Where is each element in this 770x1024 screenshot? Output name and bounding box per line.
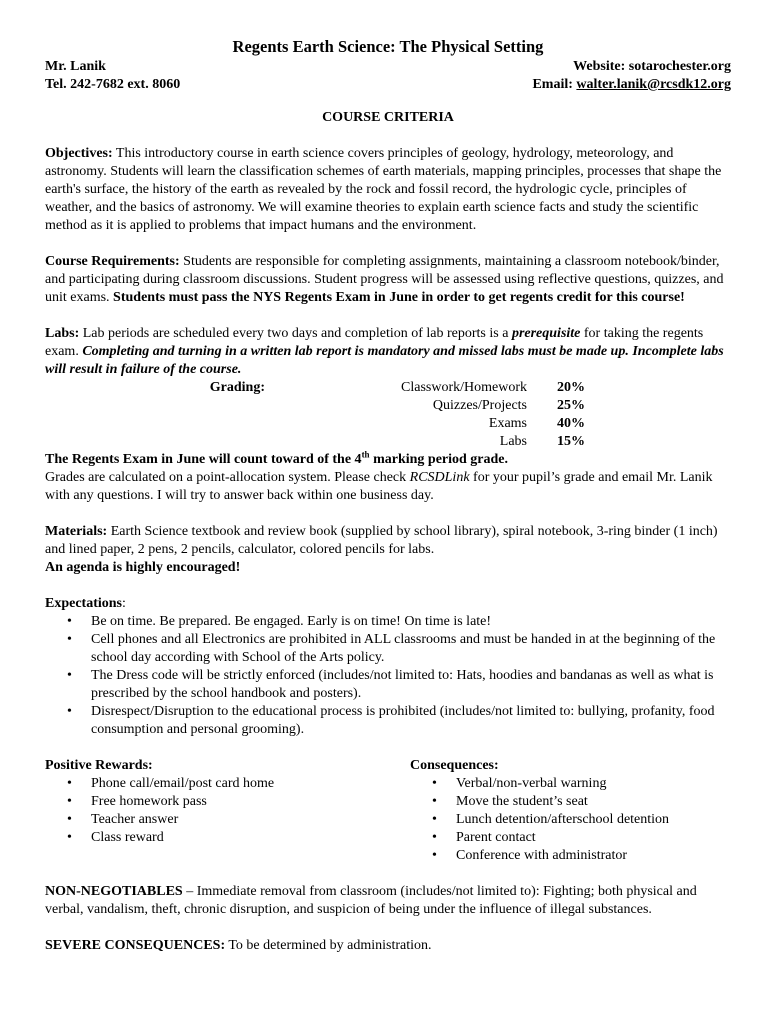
rewards-label: Positive Rewards: xyxy=(45,758,153,773)
materials-text: Earth Science textbook and review book (supplied by school library), spiral notebook, 3-ring binder (1 inch) and lined paper, 2 pens, 2 pencils, calculator, colored pencils for labs. xyxy=(45,524,718,557)
header-right xyxy=(532,58,731,94)
objectives-text: This introductory course in earth science covers principles of geology, hydrology, meteorology, and astronomy. Students will learn the classification schemes of earth materials, mapping principles, processes that shape the earth's surface, the history of the earth as revealed by the rock and fossil record, the hydrologic cycle, principles of weather, and the basics of astronomy. We will examine theories to explain earth science facts and study the scientific method as it is applied to problems that impact humans and the environment. xyxy=(45,146,722,233)
list-item: • Class reward xyxy=(45,829,410,847)
course-criteria-heading: COURSE CRITERIA xyxy=(322,110,454,125)
list-item: • Lunch detention/afterschool detention xyxy=(410,811,731,829)
grading-row xyxy=(45,379,731,397)
expectations-label: Expectations xyxy=(45,596,122,611)
consequences-label: Consequences: xyxy=(410,758,499,773)
teacher-name: Mr. Lanik xyxy=(45,59,106,74)
grading-percent: 15% xyxy=(557,434,585,449)
teacher-phone: Tel. 242-7682 ext. 8060 xyxy=(45,77,181,92)
points-text-2: for your pupil’s grade and email Mr. Lanik with any questions. I will try to answer back within one business day. xyxy=(45,470,713,503)
list-item: • Parent contact xyxy=(410,829,731,847)
materials-paragraph xyxy=(45,523,731,559)
objectives-label: Objectives: xyxy=(45,146,113,161)
email-line xyxy=(532,76,731,94)
expectations-heading xyxy=(45,595,731,613)
severe-label: SEVERE CONSEQUENCES: xyxy=(45,938,226,953)
grading-item: Labs xyxy=(499,434,527,449)
list-item: • Phone call/email/post card home xyxy=(45,775,410,793)
grading-item: Classwork/Homework xyxy=(401,380,527,395)
requirements-paragraph xyxy=(45,253,731,307)
regents-note-text: The Regents Exam in June will count toward of the 4 xyxy=(45,452,362,467)
list-item: • Verbal/non-verbal warning xyxy=(410,775,731,793)
consequences-column xyxy=(410,757,731,865)
list-item: • Disrespect/Disruption to the educational process is prohibited (includes/not limited to: bullying, profanity, food consumption and personal grooming). xyxy=(45,703,731,739)
list-item: • Free homework pass xyxy=(45,793,410,811)
document-page xyxy=(45,36,731,955)
list-item: • Move the student’s seat xyxy=(410,793,731,811)
header-contacts xyxy=(45,58,731,94)
email-link[interactable]: walter.lanik@rcsdk12.org xyxy=(576,77,731,92)
list-item: • Teacher answer xyxy=(45,811,410,829)
objectives-paragraph xyxy=(45,145,731,235)
severe-paragraph xyxy=(45,937,731,955)
labs-mandatory: Completing and turning in a written lab report is mandatory and missed labs must be made up. Incomplete labs will result in failure of the course. xyxy=(45,344,724,377)
labs-paragraph xyxy=(45,325,731,379)
requirements-text: Students are responsible for completing assignments, maintaining a classroom notebook/binder, and participating during classroom discussions. Student progress will be assessed using reflective questions, quizzes, and unit exams. xyxy=(45,254,724,305)
labs-prerequisite: prerequisite xyxy=(511,326,581,341)
grading-percent: 25% xyxy=(557,398,585,413)
list-item: • Conference with administrator xyxy=(410,847,731,865)
expectations-colon: : xyxy=(122,596,126,611)
grading-item: Quizzes/Projects xyxy=(432,398,527,413)
regents-note-end: marking period grade. xyxy=(369,452,509,467)
labs-text-2: for taking the regents exam. xyxy=(45,326,704,359)
regents-note-sup: th xyxy=(361,449,370,460)
list-item: • Be on time. Be prepared. Be engaged. Early is on time! On time is late! xyxy=(45,613,731,631)
requirements-label: Course Requirements: xyxy=(45,254,180,269)
list-item: • Cell phones and all Electronics are prohibited in ALL classrooms and must be handed in at the beginning of the school day according with School of the Arts policy. xyxy=(45,631,731,667)
materials-label: Materials: xyxy=(45,524,108,539)
labs-label: Labs: xyxy=(45,326,80,341)
grading-percent: 40% xyxy=(557,416,585,431)
rewards-consequences xyxy=(45,757,731,865)
non-negotiables-label: NON-NEGOTIABLES xyxy=(45,884,183,899)
grading-row xyxy=(45,433,731,451)
grading-item: Exams xyxy=(488,416,527,431)
non-negotiables-text: – Immediate removal from classroom (includes/not limited to): Fighting; both physical and verbal, vandalism, theft, chronic disruption, and suspicion of being under the influence of illegal substances. xyxy=(45,884,697,917)
grading-table xyxy=(45,379,731,451)
rewards-list xyxy=(45,775,410,847)
grading-row xyxy=(45,397,731,415)
agenda-note: An agenda is highly encouraged! xyxy=(45,560,241,575)
page-title: Regents Earth Science: The Physical Setting xyxy=(232,37,544,56)
rewards-column xyxy=(45,757,410,865)
non-negotiables-paragraph xyxy=(45,883,731,919)
labs-text-1: Lab periods are scheduled every two days and completion of lab reports is a xyxy=(79,326,512,341)
expectations-list xyxy=(45,613,731,739)
grading-percent: 20% xyxy=(557,380,585,395)
severe-text: To be determined by administration. xyxy=(225,938,432,953)
rcsdlink-text: RCSDLink xyxy=(409,470,470,485)
points-paragraph xyxy=(45,469,731,505)
regents-note xyxy=(45,451,731,469)
requirements-bold: Students must pass the NYS Regents Exam in June in order to get regents credit for this course! xyxy=(113,290,685,305)
email-label: Email: xyxy=(532,77,577,92)
points-text-1: Grades are calculated on a point-allocation system. Please check xyxy=(45,470,410,485)
website: Website: sotarochester.org xyxy=(573,59,731,74)
grading-label: Grading: xyxy=(209,380,265,395)
header-left xyxy=(45,58,180,94)
grading-row xyxy=(45,415,731,433)
consequences-list xyxy=(410,775,731,865)
list-item: • The Dress code will be strictly enforced (includes/not limited to: Hats, hoodies and bandanas as well as what is prescribed by the school handbook and posters). xyxy=(45,667,731,703)
